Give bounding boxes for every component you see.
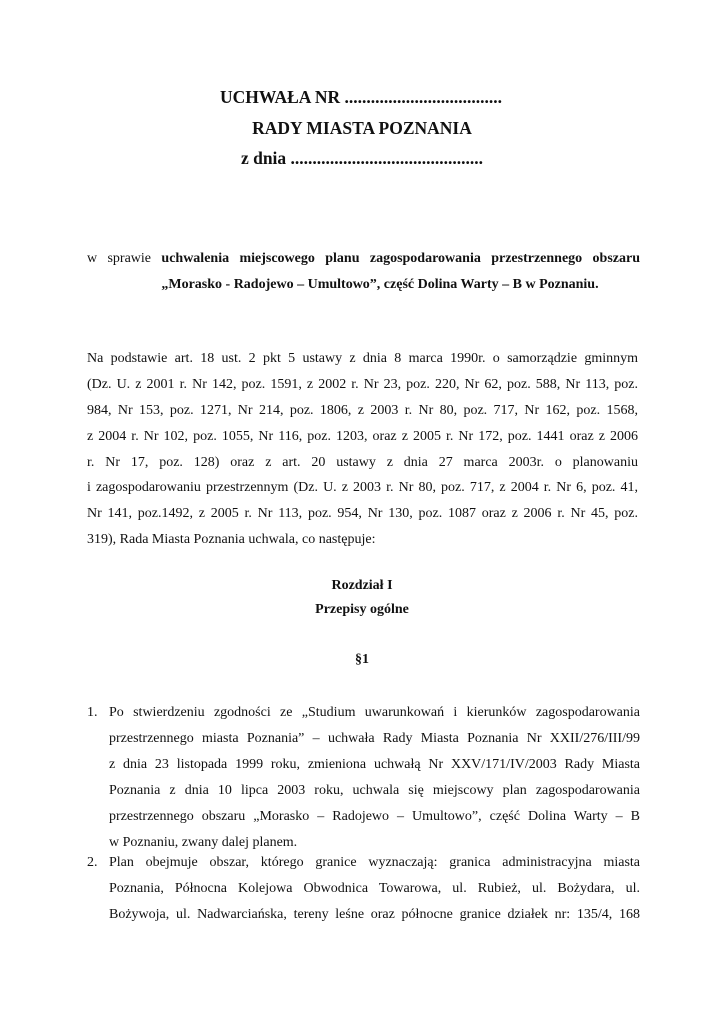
list-item-line: w Poznaniu, zwany dalej planem. [109, 835, 298, 850]
preamble-line: i zagospodarowaniu przestrzennym (Dz. U. z 2003 r. Nr 80, poz. 717, z 2004 r. Nr 6, poz. 41, [87, 480, 638, 496]
list-item-line: Bożywoja, ul. Nadwarciańska, tereny leśne oraz północne granice działek nr: 135/4, 168 [109, 907, 640, 922]
preamble-line: Na podstawie art. 18 ust. 2 pkt 5 ustawy z dnia 8 marca 1990r. o samorządzie gminnym [87, 351, 638, 366]
subject-bold-line1: uchwalenia miejscowego planu zagospodarowania przestrzennego obszaru [161, 251, 641, 266]
list-item-body [109, 700, 640, 856]
list-item-line: Poznania, Północna Kolejowa Obwodnica Towarowa, ul. Rubież, ul. Bożydara, ul. [109, 881, 640, 896]
preamble-line: Nr 141, poz.1492, z 2005 r. Nr 113, poz. 954, Nr 130, poz. 1087 oraz z 2006 r. Nr 45, poz. [87, 506, 638, 522]
list-item-body [109, 850, 640, 928]
preamble-line: r. Nr 17, poz. 128) oraz z art. 20 ustawy z dnia 27 marca 2003r. o planowaniu [87, 454, 638, 470]
list-item-line: przestrzennego miasta Poznania” – uchwała Rady Miasta Poznania Nr XXII/276/III/99 [109, 731, 640, 746]
subject-line [87, 246, 640, 272]
preamble-line: 319), Rada Miasta Poznania uchwala, co następuje: [87, 532, 376, 548]
list-item-line: Poznania z dnia 10 lipca 2003 roku, uchwala się miejscowy plan zagospodarowania [109, 783, 640, 798]
chapter-title: Rozdział I [331, 578, 393, 593]
resolution-number-title: UCHWAŁA NR .................................... [220, 87, 502, 107]
preamble-line: z 2004 r. Nr 102, poz. 1055, Nr 116, poz. 1203, oraz z 2005 r. Nr 172, poz. 1441 oraz z 2006 [87, 428, 638, 444]
resolution-date-title: z dnia ............................................ [240, 148, 484, 168]
preamble-line: (Dz. U. z 2001 r. Nr 142, poz. 1591, z 2002 r. Nr 23, poz. 220, Nr 62, poz. 588, Nr 113, poz. [87, 376, 638, 392]
preamble-line: 984, Nr 153, poz. 1271, Nr 214, poz. 1806, z 2003 r. Nr 80, poz. 717, Nr 162, poz. 1568, [87, 402, 638, 418]
section-mark: §1 [355, 652, 369, 667]
list-item-line: przestrzennego obszaru „Morasko – Radojewo – Umultowo”, część Dolina Warty – B [109, 809, 640, 824]
preamble-paragraph [87, 346, 638, 553]
subject-prefix: w sprawie [87, 251, 162, 266]
list-item-line: z dnia 23 listopada 1999 roku, zmieniona uchwałą Nr XXV/171/IV/2003 Rady Miasta [109, 757, 640, 772]
council-name-title: RADY MIASTA POZNANIA [252, 118, 472, 138]
list-item-number: 1. [87, 705, 98, 720]
list-item-line: Plan obejmuje obszar, którego granice wyznaczają: granica administracyjna miasta [109, 855, 640, 870]
list-item-number: 2. [87, 855, 98, 870]
list-item-line: Po stwierdzeniu zgodności ze „Studium uwarunkowań i kierunków zagospodarowania [109, 705, 640, 720]
subject-bold-line2: „Morasko - Radojewo – Umultowo”, część Dolina Warty – B w Poznaniu. [161, 277, 599, 292]
chapter-subtitle: Przepisy ogólne [315, 602, 409, 617]
